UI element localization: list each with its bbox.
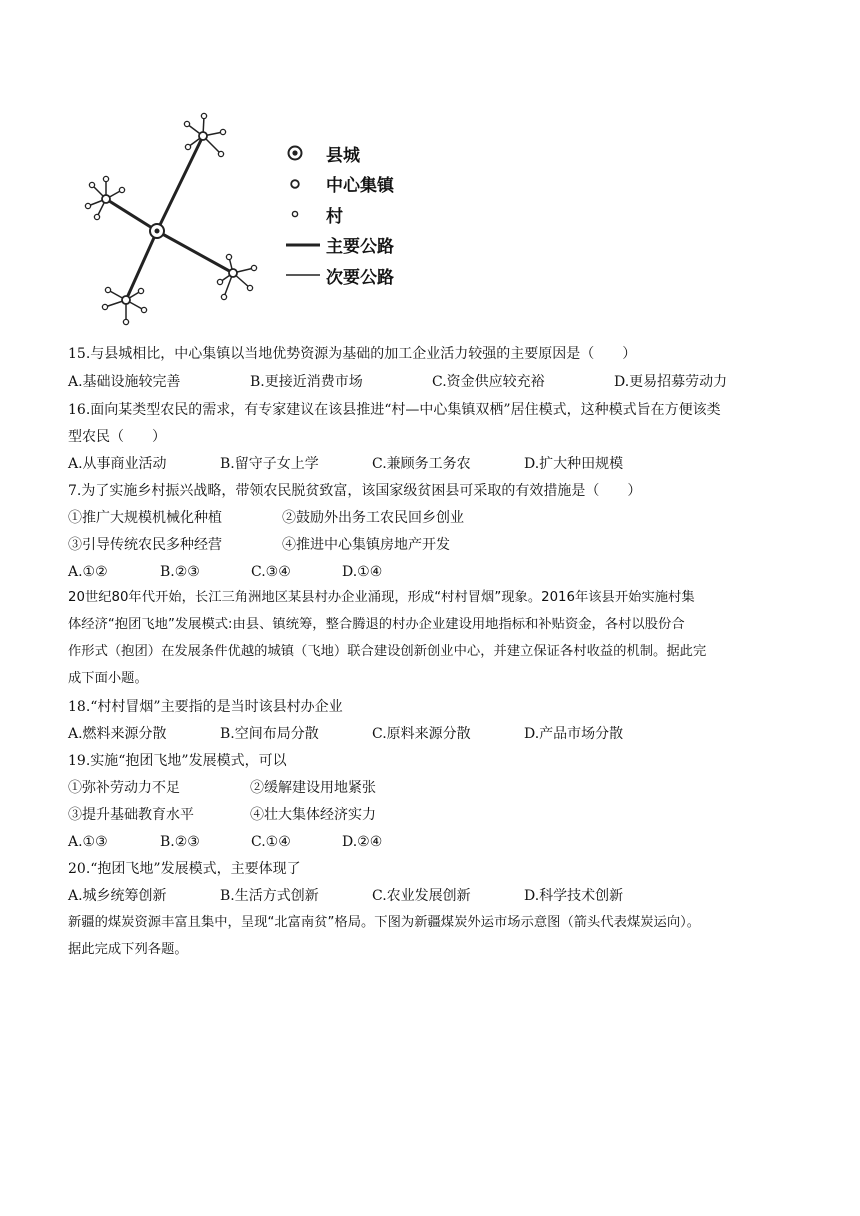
q16-option-a[interactable]: A.从事商业活动 [68, 456, 167, 472]
minor-road-symbol-icon [286, 265, 324, 285]
road-network-diagram [78, 110, 278, 332]
q20-option-a[interactable]: A.城乡统筹创新 [68, 888, 167, 904]
center-town-symbol-icon [286, 174, 324, 194]
question-16-stem-line1: 16.面向某类型农民的需求，有专家建议在该县推进“村—中心集镇双栖”居住模式，这种模式旨在方便该类 [68, 402, 721, 418]
legend-main-road: 主要公路 [286, 230, 394, 261]
q15-option-a[interactable]: A.基础设施较完善 [68, 374, 181, 390]
q19-statement-4: ④壮大集体经济实力 [250, 807, 376, 823]
q17-option-a[interactable]: A.①② [68, 564, 108, 580]
county-symbol-icon [286, 143, 324, 163]
main-road-symbol-icon [286, 235, 324, 255]
q17-option-b[interactable]: B.②③ [160, 564, 200, 580]
legend-center-town: 中心集镇 [286, 169, 394, 200]
center-town-marker [122, 296, 130, 304]
legend-county: 县城 [286, 138, 394, 169]
q18-option-c[interactable]: C.原料来源分散 [372, 726, 471, 742]
main-road-east [157, 231, 233, 273]
q19-statement-2: ②缓解建设用地紧张 [250, 780, 376, 796]
question-15-stem: 15.与县城相比，中心集镇以当地优势资源为基础的加工企业活力较强的主要原因是（ ） [68, 346, 637, 362]
q19-option-b[interactable]: B.②③ [160, 834, 200, 850]
q17-statement-3: ③引导传统农民多种经营 [68, 537, 222, 553]
legend-village: 村 [286, 199, 394, 230]
q15-option-d[interactable]: D.更易招募劳动力 [614, 374, 728, 390]
center-town-marker [229, 269, 237, 277]
q17-statement-2: ②鼓励外出务工农民回乡创业 [282, 510, 464, 526]
q16-option-c[interactable]: C.兼顾务工务农 [372, 456, 471, 472]
q19-option-d[interactable]: D.②④ [342, 834, 383, 850]
figure-legend [286, 138, 394, 291]
passage-cunban-qiye: 20世纪80年代开始，长江三角洲地区某县村办企业涌现，形成“村村冒烟”现象。2016年该县开始实施村集 体经济“抱团飞地”发展模式:由县、镇统筹，整合腾退的村办企业建设用地指标和补贴资金，各村以股份合 作形式（抱团）在发展条件优越的城镇（飞地）联合建设创新创业中心，并建立保证各村收益的机制。据此完 成下面小题。 [68, 590, 707, 686]
q17-statement-1: ①推广大规模机械化种植 [68, 510, 222, 526]
main-road-west [106, 199, 157, 231]
q18-option-a[interactable]: A.燃料来源分散 [68, 726, 167, 742]
q20-option-d[interactable]: D.科学技术创新 [524, 888, 624, 904]
q19-option-c[interactable]: C.①④ [251, 834, 291, 850]
question-19-stem: 19.实施“抱团飞地”发展模式，可以 [68, 753, 287, 769]
q18-option-b[interactable]: B.空间布局分散 [220, 726, 319, 742]
question-20-stem: 20.“抱团飞地”发展模式，主要体现了 [68, 861, 301, 877]
q15-option-b[interactable]: B.更接近消费市场 [250, 374, 363, 390]
question-17-stem: 7.为了实施乡村振兴战略，带领农民脱贫致富，该国家级贫困县可采取的有效措施是（ ） [68, 483, 642, 499]
q18-option-d[interactable]: D.产品市场分散 [524, 726, 624, 742]
q19-option-a[interactable]: A.①③ [68, 834, 108, 850]
road-network-figure [78, 110, 418, 332]
q20-option-b[interactable]: B.生活方式创新 [220, 888, 319, 904]
center-town-marker [199, 132, 207, 140]
q20-option-c[interactable]: C.农业发展创新 [372, 888, 471, 904]
q15-option-c[interactable]: C.资金供应较充裕 [432, 374, 545, 390]
question-16-stem-line2: 型农民（ ） [68, 429, 166, 445]
q17-option-d[interactable]: D.①④ [342, 564, 383, 580]
q19-statement-3: ③提升基础教育水平 [68, 807, 194, 823]
q16-option-b[interactable]: B.留守子女上学 [220, 456, 319, 472]
passage-xinjiang-coal: 新疆的煤炭资源丰富且集中，呈现“北富南贫”格局。下图为新疆煤炭外运市场示意图（箭头代表煤炭运向）。 据此完成下列各题。 [68, 915, 701, 957]
q16-option-d[interactable]: D.扩大种田规模 [524, 456, 624, 472]
village-symbol-icon [286, 204, 324, 224]
center-town-marker [102, 195, 110, 203]
q17-option-c[interactable]: C.③④ [251, 564, 291, 580]
q17-statement-4: ④推进中心集镇房地产开发 [282, 537, 450, 553]
q19-statement-1: ①弥补劳动力不足 [68, 780, 180, 796]
legend-minor-road: 次要公路 [286, 260, 394, 291]
question-18-stem: 18.“村村冒烟”主要指的是当时该县村办企业 [68, 699, 343, 715]
main-road-north [157, 136, 203, 231]
